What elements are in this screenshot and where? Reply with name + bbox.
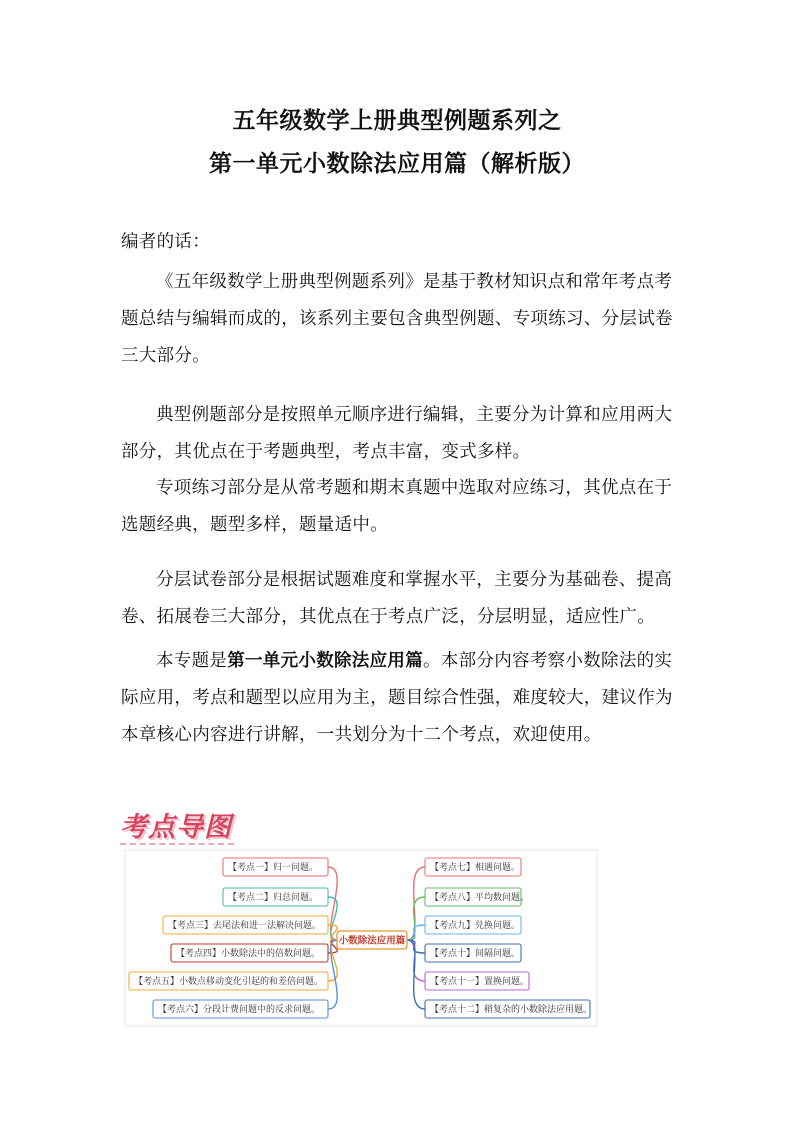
mindmap-node-label: 【考点六】分段计费问题中的反求问题。 bbox=[158, 1005, 321, 1016]
mindmap-center-label: 小数除法应用篇 bbox=[338, 935, 406, 947]
title-line-1: 五年级数学上册典型例题系列之 bbox=[232, 108, 562, 134]
mindmap-node-left bbox=[171, 944, 328, 962]
mindmap-connector bbox=[407, 940, 425, 953]
mindmap-node-label: 【考点二】归总问题。 bbox=[228, 893, 319, 904]
mindmap-connector bbox=[407, 940, 425, 981]
mindmap-connector bbox=[328, 940, 337, 981]
mindmap-node-right bbox=[425, 1000, 592, 1018]
mindmap-node-left bbox=[223, 888, 328, 906]
topic-suffix: 。本部分内容考察小数除法的实际应用，考点和题型以应用为主，题目综合性强，难度较大，建议作为本章核心内容进行讲解，一共划分为十二个考点，欢迎使用。 bbox=[121, 651, 673, 745]
topic-prefix: 本专题是 bbox=[156, 651, 228, 671]
paragraph-series-intro: 《五年级数学上册典型例题系列》是基于教材知识点和常年考点考题总结与编辑而成的，该系列主要包含典型例题、专项练习、分层试卷三大部分。 bbox=[121, 272, 673, 366]
paragraph-special-practice: 专项练习部分是从常考题和期末真题中选取对应练习，其优点在于选题经典，题型多样，题量适中。 bbox=[121, 478, 673, 535]
mindmap-node-label: 【考点五】小数点移动变化引起的和差倍问题。 bbox=[134, 977, 324, 988]
mindmap-node-label: 【考点七】相遇问题。 bbox=[430, 863, 521, 874]
mindmap-node-left bbox=[153, 1000, 328, 1018]
mindmap-node-label: 【考点一】归一问题。 bbox=[228, 863, 319, 874]
mindmap-connector bbox=[328, 867, 337, 940]
mindmap-node-left bbox=[129, 972, 328, 990]
mindmap-connector bbox=[407, 940, 425, 1009]
title-line-2: 第一单元小数除法应用篇（解析版） bbox=[209, 151, 585, 177]
mindmap-node-label: 【考点十一】置换问题。 bbox=[430, 977, 530, 988]
mindmap-node-right bbox=[425, 944, 521, 962]
mindmap-node-left bbox=[163, 916, 328, 934]
mindmap-node-right bbox=[425, 916, 521, 934]
mindmap-connector bbox=[407, 867, 425, 940]
mindmap-connector bbox=[407, 925, 425, 940]
mindmap-connector bbox=[328, 940, 337, 1009]
mindmap-node-label: 【考点三】去尾法和进一法解决问题。 bbox=[168, 921, 322, 932]
mindmap-node-label: 【考点九】兑换问题。 bbox=[430, 921, 521, 932]
mindmap-node-label: 【考点四】小数除法中的倍数问题。 bbox=[176, 949, 321, 960]
mindmap-node-left bbox=[223, 858, 328, 876]
mindmap-node-label: 【考点十二】稍复杂的小数除法应用题。 bbox=[430, 1005, 593, 1016]
topic-name: 第一单元小数除法应用篇 bbox=[227, 651, 424, 671]
mindmap-node-right bbox=[425, 888, 529, 906]
mindmap-node-label: 【考点十】间隔问题。 bbox=[430, 949, 521, 960]
paragraph-tiered-papers: 分层试卷部分是根据试题难度和掌握水平，主要分为基础卷、提高卷、拓展卷三大部分，其优点在于考点广泛，分层明显，适应性广。 bbox=[121, 570, 673, 627]
mindmap-node-right bbox=[425, 972, 529, 990]
mindmap-heading: 考点导图 bbox=[120, 812, 232, 843]
mindmap-center-node bbox=[337, 931, 407, 949]
paragraph-typical-examples: 典型例题部分是按照单元顺序进行编辑，主要分为计算和应用两大部分，其优点在于考题典型，考点丰富，变式多样。 bbox=[121, 405, 673, 462]
mindmap-node-label: 【考点八】平均数问题。 bbox=[430, 893, 530, 904]
intro-label: 编者的话： bbox=[121, 232, 210, 252]
mindmap-connector bbox=[407, 897, 425, 940]
mindmap-node-right bbox=[425, 858, 521, 876]
